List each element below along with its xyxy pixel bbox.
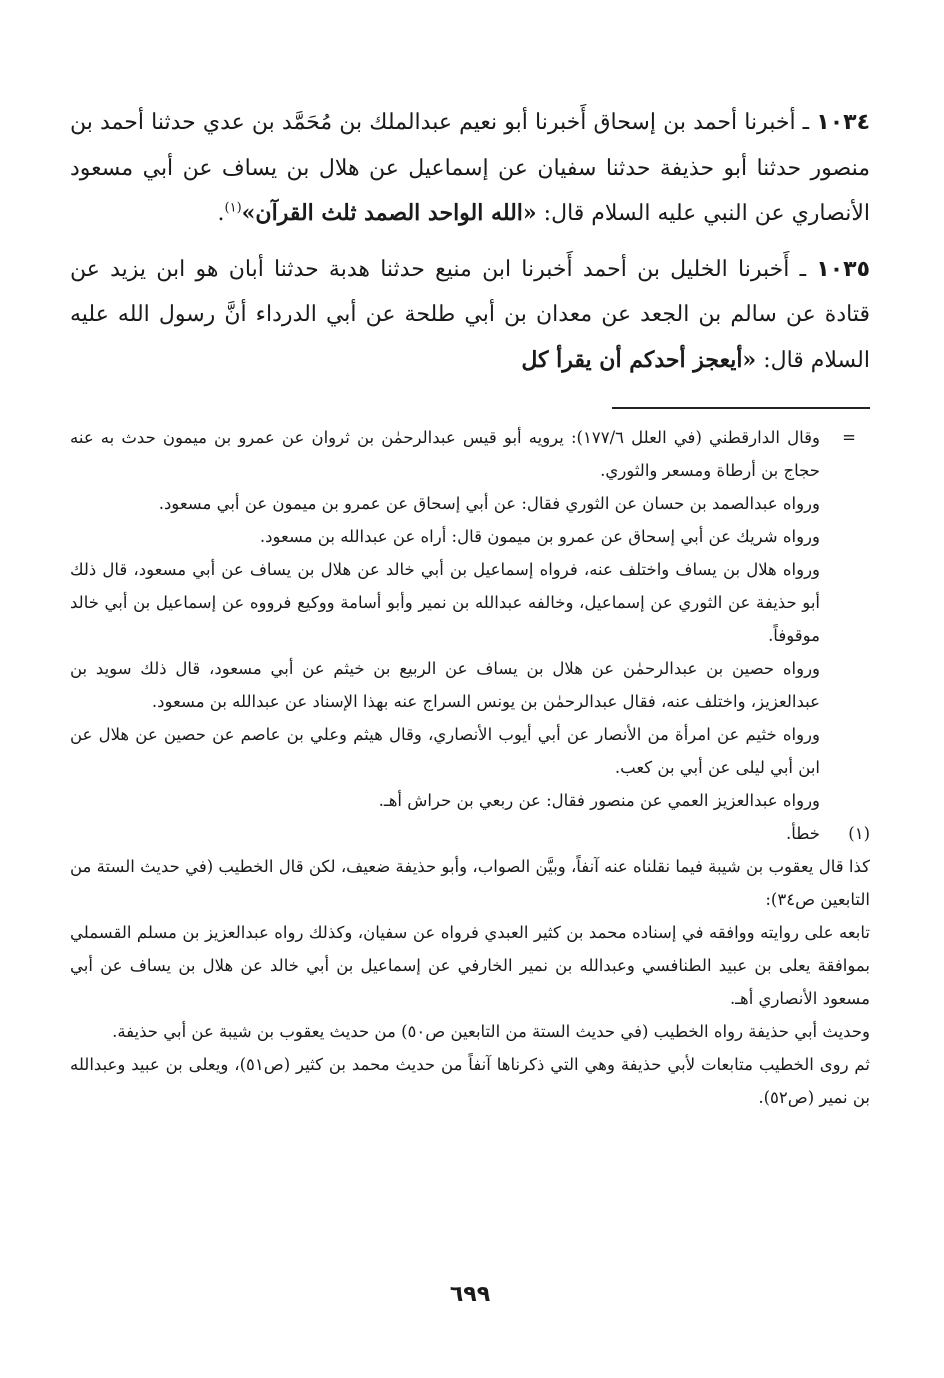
note-paragraph: ورواه حصين بن عبدالرحمٰن عن هلال بن يساف عن الربيع بن خيثم عن أبي مسعود، قال ذلك سويد بن عبدالعزيز، واختلف عنه، فقال عبدالرحمٰن بن يونس السراج عنه بهذا الإسناد عن عبدالله بن مسعود. (70, 659, 820, 711)
footnote-1 (70, 817, 870, 850)
footnote-separator (612, 407, 870, 409)
note-paragraph: وقال الدارقطني (في العلل ١٧٧/٦): يرويه أبو قيس عبدالرحمٰن بن ثروان عن عمرو بن ميمون حدث به عنه حجاج بن أرطاة ومسعر والثوري. (70, 428, 820, 480)
note-paragraph: وحديث أبي حذيفة رواه الخطيب (في حديث الستة من التابعين ص٥٠) من حديث يعقوب بن شيبة عن أبي حذيفة. (112, 1022, 870, 1041)
continuation-mark: = (842, 428, 856, 447)
hadith-quote: «أيعجز أحدكم أن يقرأ كل (521, 346, 757, 373)
hadith-number: ١٠٣٥ (816, 256, 870, 282)
hadith-1035 (70, 247, 870, 384)
main-text (70, 100, 870, 383)
footnote-label: (١) (848, 824, 870, 843)
hadith-end: . (217, 201, 225, 226)
note-paragraph: ثم روى الخطيب متابعات لأبي حذيفة وهي التي ذكرناها آنفاً من حديث محمد بن كثير (ص٥١)، ويعلى بن عبيد وعبدالله بن نمير (ص٥٢). (70, 1055, 871, 1107)
footnotes (70, 421, 870, 1114)
note-paragraph: ورواه هلال بن يساف واختلف عنه، فرواه إسماعيل بن أبي خالد عن هلال بن يساف عن أبي مسعود، قال ذلك أبو حذيفة عن الثوري عن إسماعيل، وخالفه عبدالله بن نمير وأبو أسامة ووكيع فرووه عن إسماعيل بن أبي خالد موقوفاً. (70, 560, 820, 645)
note-paragraph: ورواه خثيم عن امرأة من الأنصار عن أبي أيوب الأنصاري، وقال هيثم وعلي بن عاصم عن حصين عن هلال عن ابن أبي ليلى عن أبي بن كعب. (70, 725, 820, 777)
book-page (70, 100, 870, 1340)
hadith-text: ـ أَخبرنا الخليل بن أحمد أَخبرنا ابن منيع حدثنا هدبة حدثنا أبان هو ابن يزيد عن قتادة عن سالم بن الجعد عن معدان بن أبي طلحة عن أبي الدرداء أنَّ رسول الله عليه السلام قال: (70, 256, 870, 373)
footnote-1-body (70, 850, 870, 1114)
page-number: ٦٩٩ (449, 1282, 491, 1307)
note-paragraph: كذا قال يعقوب بن شيبة فيما نقلناه عنه آنفاً، وبيَّن الصواب، وأبو حذيفة ضعيف، لكن قال الخطيب (في حديث الستة من التابعين ص٣٤): (70, 857, 870, 909)
footnote-continuation (70, 421, 870, 817)
note-paragraph: ورواه عبدالعزيز العمي عن منصور فقال: عن ربعي بن حراش أهـ. (378, 791, 820, 810)
note-paragraph: تابعه على روايته ووافقه في إسناده محمد بن كثير العبدي فرواه عن سفيان، وكذلك رواه عبدالعزيز بن مسلم القسملي بموافقة يعلى بن عبيد الطنافسي وعبدالله بن نمير الخارفي عن إسماعيل بن أبي خالد عن هلال بن يساف عن أبي مسعود الأنصاري أهـ. (70, 923, 870, 1008)
hadith-number: ١٠٣٤ (816, 110, 870, 135)
note-paragraph: خطأ. (785, 824, 820, 843)
hadith-quote: «الله الواحد الصمد ثلث القرآن» (241, 200, 537, 226)
note-paragraph: ورواه شريك عن أبي إسحاق عن عمرو بن ميمون قال: أراه عن عبدالله بن مسعود. (259, 527, 820, 546)
hadith-text: ـ أخبرنا أحمد بن إسحاق أَخبرنا أبو نعيم عبدالملك بن مُحَمَّد بن عدي حدثنا أحمد بن منصور حدثنا أبو حذيفة حدثنا سفيان عن إسماعيل عن هلال بن يساف عن أبي مسعود الأنصاري عن النبي عليه السلام قال: (70, 110, 870, 226)
hadith-1034 (70, 100, 870, 237)
note-paragraph: ورواه عبدالصمد بن حسان عن الثوري فقال: عن أبي إسحاق عن عمرو بن ميمون عن أبي مسعود. (158, 494, 820, 513)
footnote-ref: (١) (224, 200, 242, 216)
